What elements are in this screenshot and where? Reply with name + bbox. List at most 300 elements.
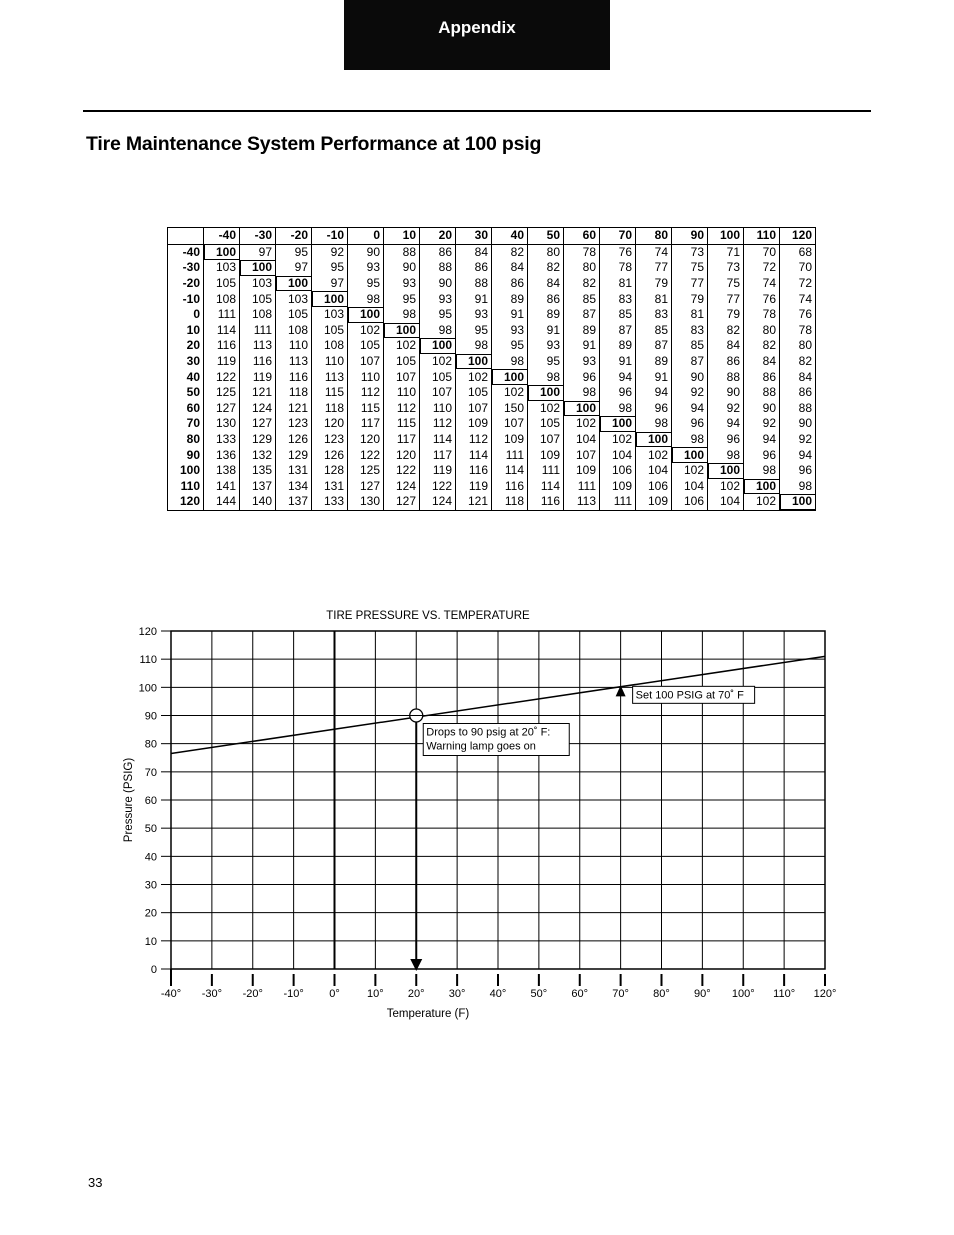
table-cell: 90 (348, 244, 384, 260)
table-cell-setpoint: 100 (384, 323, 420, 339)
table-cell: 107 (564, 447, 600, 463)
table-cell: 90 (384, 260, 420, 276)
table-cell-setpoint: 100 (348, 307, 384, 323)
y-tick-label: 80 (144, 738, 157, 751)
table-cell: 86 (456, 260, 492, 276)
table-cell: 72 (780, 276, 816, 292)
table-cell: 103 (276, 291, 312, 307)
table-cell: 98 (492, 354, 528, 370)
table-cell: 73 (708, 260, 744, 276)
table-cell-setpoint: 100 (420, 338, 456, 354)
table-cell: 141 (204, 479, 240, 495)
table-cell: 76 (780, 307, 816, 323)
table-cell-setpoint: 100 (312, 291, 348, 307)
table-cell: 93 (384, 276, 420, 292)
table-cell-setpoint: 100 (708, 463, 744, 479)
table-cell: 109 (492, 432, 528, 448)
table-cell: 132 (240, 447, 276, 463)
table-row (168, 244, 816, 260)
y-tick-label: 30 (144, 879, 157, 892)
table-cell: 98 (636, 416, 672, 432)
table-column-header: -10 (312, 228, 348, 245)
table-cell: 98 (744, 463, 780, 479)
y-tick-label: 100 (138, 682, 157, 695)
table-cell: 89 (564, 323, 600, 339)
table-cell: 87 (600, 323, 636, 339)
x-tick-label: 0° (329, 988, 340, 1000)
table-row-header: 80 (186, 432, 200, 447)
table-cell: 97 (276, 260, 312, 276)
table-cell: 77 (672, 276, 708, 292)
page-number: 33 (88, 1175, 103, 1190)
table-cell: 84 (780, 369, 816, 385)
y-tick-label: 20 (144, 907, 157, 920)
table-cell-setpoint: 100 (744, 479, 780, 495)
table-cell: 85 (672, 338, 708, 354)
table-cell: 105 (240, 291, 276, 307)
table-cell: 93 (420, 291, 456, 307)
table-cell: 115 (312, 385, 348, 401)
table-cell: 84 (492, 260, 528, 276)
section-tab (344, 0, 610, 70)
table-cell: 127 (204, 401, 240, 417)
table-cell: 119 (240, 369, 276, 385)
table-column-header: 0 (348, 228, 384, 245)
table-cell: 114 (420, 432, 456, 448)
table-cell: 82 (564, 276, 600, 292)
table-cell: 92 (708, 401, 744, 417)
table-column-header: 90 (672, 228, 708, 245)
table-cell: 126 (276, 432, 312, 448)
table-cell: 89 (492, 291, 528, 307)
table-cell-setpoint: 100 (528, 385, 564, 401)
table-cell: 116 (276, 369, 312, 385)
table-cell: 108 (276, 323, 312, 339)
table-row-header: 0 (193, 307, 200, 322)
x-tick-label: -40° (160, 988, 182, 1000)
table-cell: 122 (348, 447, 384, 463)
table-cell: 103 (204, 260, 240, 276)
table-cell: 86 (744, 369, 780, 385)
table-cell: 102 (708, 479, 744, 495)
table-row (168, 385, 816, 401)
table-cell: 85 (636, 323, 672, 339)
table-cell: 95 (384, 291, 420, 307)
table-cell: 74 (780, 291, 816, 307)
table-cell: 114 (492, 463, 528, 479)
table-cell: 118 (312, 401, 348, 417)
table-cell: 119 (204, 354, 240, 370)
table-cell: 89 (600, 338, 636, 354)
table-row-header: -20 (182, 276, 200, 291)
table-cell: 102 (564, 416, 600, 432)
y-tick-label: 70 (144, 766, 157, 779)
table-cell-setpoint: 100 (456, 354, 492, 370)
table-cell: 83 (600, 291, 636, 307)
table-cell: 107 (492, 416, 528, 432)
table-cell: 93 (564, 354, 600, 370)
table-cell: 102 (456, 369, 492, 385)
table-column-header: 40 (492, 228, 528, 245)
table-cell: 90 (708, 385, 744, 401)
table-cell: 91 (456, 291, 492, 307)
table-cell: 80 (528, 244, 564, 260)
header-rule (83, 110, 871, 112)
x-tick-label: 70° (612, 988, 629, 1000)
table-cell: 136 (204, 447, 240, 463)
table-cell: 110 (420, 401, 456, 417)
table-column-header: 80 (636, 228, 672, 245)
table-cell: 111 (492, 447, 528, 463)
table-cell: 70 (744, 244, 780, 260)
table-cell: 98 (600, 401, 636, 417)
table-cell: 124 (240, 401, 276, 417)
table-cell: 83 (672, 323, 708, 339)
table-row (168, 463, 816, 479)
table-row-header: 70 (186, 416, 200, 431)
table-row (168, 323, 816, 339)
table-cell: 119 (456, 479, 492, 495)
table-row-header: 50 (186, 385, 200, 400)
chart-title: TIRE PRESSURE VS. TEMPERATURE (326, 610, 530, 622)
table-cell: 113 (564, 494, 600, 510)
table-cell: 129 (240, 432, 276, 448)
table-cell: 123 (312, 432, 348, 448)
table-cell: 98 (384, 307, 420, 323)
table-cell: 78 (600, 260, 636, 276)
table-row-header: 90 (186, 447, 200, 462)
table-row-header: 30 (186, 354, 200, 369)
table-cell: 93 (492, 323, 528, 339)
table-cell: 92 (744, 416, 780, 432)
table-cell: 86 (708, 354, 744, 370)
table-cell: 113 (240, 338, 276, 354)
table-cell: 110 (312, 354, 348, 370)
table-cell: 82 (492, 244, 528, 260)
x-tick-label: 100° (731, 988, 755, 1000)
table-cell: 109 (528, 447, 564, 463)
table-cell: 123 (276, 416, 312, 432)
table-cell: 118 (276, 385, 312, 401)
table-row (168, 260, 816, 276)
table-cell: 86 (780, 385, 816, 401)
table-cell: 97 (240, 244, 276, 260)
table-cell: 96 (564, 369, 600, 385)
table-row-header: -30 (182, 260, 200, 275)
table-cell: 98 (672, 432, 708, 448)
table-row (168, 494, 816, 510)
table-cell-setpoint: 100 (492, 369, 528, 385)
table-cell: 111 (528, 463, 564, 479)
warning-callout-line: Warning lamp goes on (426, 740, 536, 753)
table-cell: 109 (600, 479, 636, 495)
table-cell: 71 (708, 244, 744, 260)
table-column-header: -40 (204, 228, 240, 245)
table-cell: 79 (636, 276, 672, 292)
section-tab-label: Appendix (438, 18, 516, 37)
table-cell: 94 (672, 401, 708, 417)
y-tick-label: 90 (144, 710, 157, 723)
table-cell: 84 (528, 276, 564, 292)
table-cell: 98 (348, 291, 384, 307)
table-cell: 121 (276, 401, 312, 417)
y-tick-label: 60 (144, 795, 157, 807)
table-cell: 88 (780, 401, 816, 417)
table-cell: 82 (744, 338, 780, 354)
table-cell: 130 (204, 416, 240, 432)
table-cell: 104 (600, 447, 636, 463)
table-cell: 125 (348, 463, 384, 479)
table-cell: 124 (420, 494, 456, 510)
table-cell: 105 (456, 385, 492, 401)
table-cell: 103 (240, 276, 276, 292)
table-cell: 94 (600, 369, 636, 385)
table-cell: 95 (348, 276, 384, 292)
table-corner-cell (168, 228, 204, 245)
table-cell: 104 (708, 494, 744, 510)
table-cell: 107 (384, 369, 420, 385)
table-cell: 96 (600, 385, 636, 401)
table-cell: 129 (276, 447, 312, 463)
table-cell: 110 (348, 369, 384, 385)
table-cell: 109 (456, 416, 492, 432)
x-tick-label: 80° (653, 988, 670, 1000)
table-cell: 88 (384, 244, 420, 260)
table-cell: 75 (708, 276, 744, 292)
table-cell: 83 (636, 307, 672, 323)
table-cell-setpoint: 100 (636, 432, 672, 448)
pressure-temperature-table (167, 227, 816, 511)
table-cell: 108 (240, 307, 276, 323)
table-cell: 118 (492, 494, 528, 510)
table-cell: 92 (672, 385, 708, 401)
table-cell: 86 (420, 244, 456, 260)
table-row (168, 369, 816, 385)
table-cell: 90 (672, 369, 708, 385)
table-row-header: 60 (186, 400, 200, 415)
table-cell: 80 (744, 323, 780, 339)
table-column-header: -20 (276, 228, 312, 245)
table-column-header: 10 (384, 228, 420, 245)
table-cell: 88 (420, 260, 456, 276)
table-column-header: 110 (744, 228, 780, 245)
table-cell: 104 (672, 479, 708, 495)
table-cell: 109 (564, 463, 600, 479)
warning-callout-line: Drops to 90 psig at 20˚ F: (426, 726, 551, 739)
table-cell: 91 (492, 307, 528, 323)
table-cell: 76 (744, 291, 780, 307)
table-cell: 76 (600, 244, 636, 260)
table-cell: 115 (384, 416, 420, 432)
table-cell: 94 (636, 385, 672, 401)
table-cell: 78 (744, 307, 780, 323)
table-cell: 144 (204, 494, 240, 510)
table-cell-setpoint: 100 (240, 260, 276, 276)
table-cell: 110 (384, 385, 420, 401)
table-cell: 96 (744, 447, 780, 463)
table-cell: 94 (708, 416, 744, 432)
table-cell: 109 (636, 494, 672, 510)
table-cell: 120 (348, 432, 384, 448)
table-cell: 94 (780, 447, 816, 463)
table-cell: 98 (456, 338, 492, 354)
table-cell: 120 (384, 447, 420, 463)
table-column-header: 20 (420, 228, 456, 245)
table-cell: 102 (528, 401, 564, 417)
table-cell: 137 (276, 494, 312, 510)
table-cell: 74 (636, 244, 672, 260)
table-row (168, 307, 816, 323)
table-cell: 98 (528, 369, 564, 385)
table-cell: 68 (780, 244, 816, 260)
table-cell: 105 (276, 307, 312, 323)
table-cell: 111 (240, 323, 276, 339)
table-column-header: 100 (708, 228, 744, 245)
table-cell: 81 (636, 291, 672, 307)
table-cell: 131 (312, 479, 348, 495)
table-cell: 70 (780, 260, 816, 276)
table-cell: 102 (744, 494, 780, 510)
table-cell: 89 (528, 307, 564, 323)
table-cell: 92 (780, 432, 816, 448)
table-cell: 108 (204, 291, 240, 307)
table-cell: 81 (600, 276, 636, 292)
table-cell: 105 (204, 276, 240, 292)
table-row-header: 10 (186, 322, 200, 337)
table-cell: 113 (276, 354, 312, 370)
table-column-header: 70 (600, 228, 636, 245)
table-cell: 95 (312, 260, 348, 276)
table-cell: 87 (564, 307, 600, 323)
table-column-header: 120 (780, 228, 816, 245)
table-cell: 77 (636, 260, 672, 276)
table-cell: 122 (384, 463, 420, 479)
table-cell: 90 (744, 401, 780, 417)
table-cell: 113 (312, 369, 348, 385)
table-cell: 102 (636, 447, 672, 463)
table-cell: 102 (492, 385, 528, 401)
table-cell: 85 (600, 307, 636, 323)
table-cell: 116 (204, 338, 240, 354)
table-cell: 78 (564, 244, 600, 260)
table-cell: 90 (420, 276, 456, 292)
x-tick-label: -30° (201, 988, 223, 1000)
table-cell: 126 (312, 447, 348, 463)
table-cell: 84 (456, 244, 492, 260)
table-cell: 80 (780, 338, 816, 354)
table-cell: 131 (276, 463, 312, 479)
table-cell-setpoint: 100 (564, 401, 600, 417)
x-tick-label: 90° (694, 988, 711, 1000)
table-row (168, 447, 816, 463)
table-cell: 102 (384, 338, 420, 354)
table-column-header: 50 (528, 228, 564, 245)
table-cell: 74 (744, 276, 780, 292)
table-cell: 87 (636, 338, 672, 354)
table-column-header: 30 (456, 228, 492, 245)
table-cell: 120 (312, 416, 348, 432)
table-row-header: 120 (179, 494, 200, 509)
table-row-header: -40 (182, 244, 200, 259)
table-cell: 94 (744, 432, 780, 448)
table-cell: 96 (708, 432, 744, 448)
table-cell: 107 (420, 385, 456, 401)
x-tick-label: 50° (530, 988, 548, 1000)
table-cell: 127 (240, 416, 276, 432)
table-cell: 106 (672, 494, 708, 510)
table-cell: 80 (564, 260, 600, 276)
table-cell: 125 (204, 385, 240, 401)
table-cell-setpoint: 100 (276, 276, 312, 292)
table-cell: 87 (672, 354, 708, 370)
y-tick-label: 120 (138, 626, 157, 638)
table-row (168, 291, 816, 307)
table-cell: 102 (600, 432, 636, 448)
x-axis-label: Temperature (F) (386, 1008, 470, 1020)
table-cell: 73 (672, 244, 708, 260)
x-tick-label: -20° (242, 988, 263, 1000)
table-cell: 82 (528, 260, 564, 276)
y-tick-label: 0 (150, 964, 157, 976)
table-cell: 96 (672, 416, 708, 432)
table-cell: 112 (348, 385, 384, 401)
x-tick-label: 110° (773, 988, 796, 1000)
table-cell: 98 (708, 447, 744, 463)
table-cell: 124 (384, 479, 420, 495)
table-cell: 93 (456, 307, 492, 323)
table-cell: 121 (240, 385, 276, 401)
table-cell: 79 (672, 291, 708, 307)
table-cell: 85 (564, 291, 600, 307)
table-cell: 93 (528, 338, 564, 354)
table-cell: 96 (636, 401, 672, 417)
table-cell: 134 (276, 479, 312, 495)
table-cell: 98 (564, 385, 600, 401)
table-cell: 107 (348, 354, 384, 370)
x-tick-label: 60° (571, 988, 589, 1000)
table-cell: 137 (240, 479, 276, 495)
table-cell: 116 (456, 463, 492, 479)
table-cell: 108 (312, 338, 348, 354)
table-column-header: 60 (564, 228, 600, 245)
table-cell: 95 (276, 244, 312, 260)
table-cell: 84 (708, 338, 744, 354)
table-cell: 122 (420, 479, 456, 495)
table-row-header: 20 (186, 338, 200, 353)
table-cell: 89 (636, 354, 672, 370)
table-cell: 88 (456, 276, 492, 292)
y-axis-label: Pressure (PSIG) (123, 757, 135, 843)
table-cell: 150 (492, 401, 528, 417)
table-cell: 111 (600, 494, 636, 510)
table-cell: 117 (420, 447, 456, 463)
table-cell: 98 (780, 479, 816, 495)
y-tick-label: 10 (144, 935, 157, 948)
table-cell: 128 (312, 463, 348, 479)
table-cell: 116 (240, 354, 276, 370)
table-cell: 112 (456, 432, 492, 448)
table-cell: 117 (384, 432, 420, 448)
table-cell: 86 (528, 291, 564, 307)
table-cell: 95 (456, 323, 492, 339)
table-cell: 140 (240, 494, 276, 510)
table-cell: 121 (456, 494, 492, 510)
x-tick-label: 10° (367, 988, 384, 1000)
x-tick-label: 120° (813, 988, 837, 1000)
table-column-header: -30 (240, 228, 276, 245)
table-cell: 91 (636, 369, 672, 385)
table-cell-setpoint: 100 (672, 447, 708, 463)
